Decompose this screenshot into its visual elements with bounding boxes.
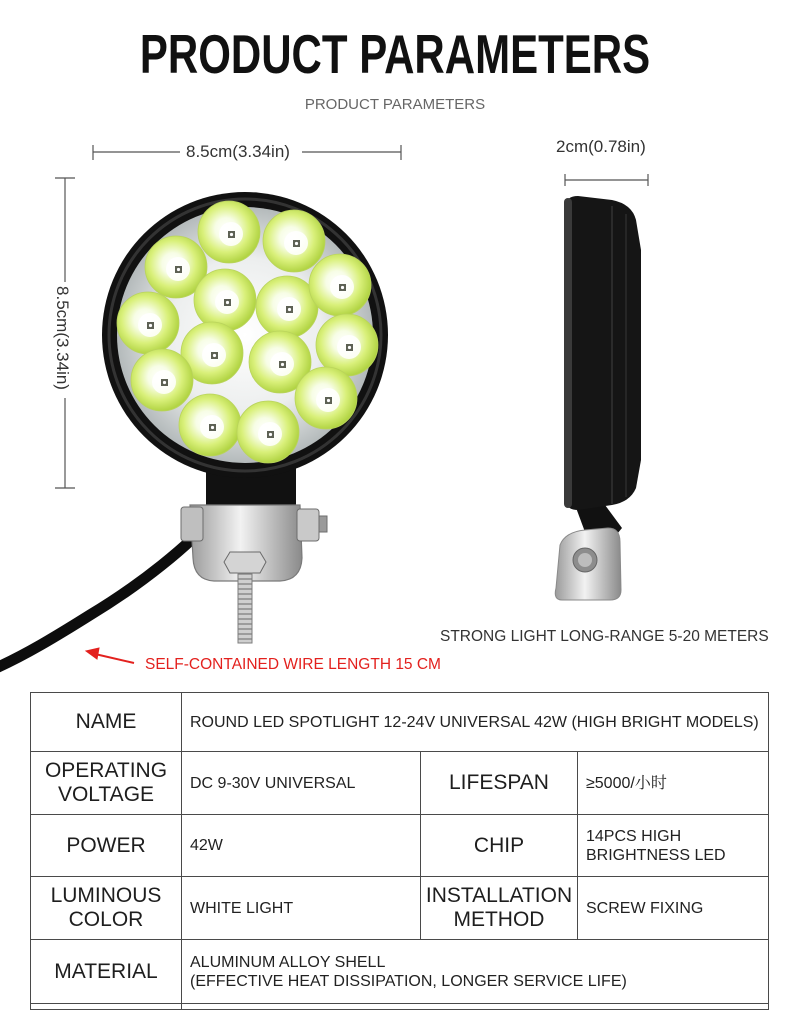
table-row-partial-label bbox=[31, 1004, 182, 1010]
threaded-stud bbox=[238, 573, 252, 643]
installation-method-value: SCREW FIXING bbox=[578, 877, 769, 940]
side-view-lamp bbox=[555, 196, 641, 600]
height-dimension-label: 8.5cm(3.34in) bbox=[53, 286, 72, 390]
side-housing bbox=[566, 196, 641, 510]
left-nut bbox=[181, 507, 203, 541]
chip-value: 14PCS HIGH BRIGHTNESS LED bbox=[578, 815, 769, 877]
page-title: PRODUCT PARAMETERS bbox=[139, 23, 651, 85]
wire-length-note: SELF-CONTAINED WIRE LENGTH 15 CM bbox=[145, 656, 441, 673]
led-lens bbox=[117, 292, 179, 354]
width-dimension-label: 8.5cm(3.34in) bbox=[186, 142, 290, 161]
led-lens bbox=[179, 394, 241, 456]
spec-table bbox=[30, 692, 769, 1010]
operating-voltage-label: OPERATING VOLTAGE bbox=[31, 752, 182, 815]
led-lens bbox=[295, 367, 357, 429]
led-lens bbox=[237, 401, 299, 463]
luminous-color-label: LUMINOUS COLOR bbox=[31, 877, 182, 940]
lifespan-value: ≥5000/小时 bbox=[578, 752, 769, 815]
mounting-bracket bbox=[181, 505, 327, 643]
right-bolt-end bbox=[319, 516, 327, 532]
range-note: STRONG LIGHT LONG-RANGE 5-20 METERS bbox=[440, 628, 769, 645]
material-value: ALUMINUM ALLOY SHELL (EFFECTIVE HEAT DISSIPATION, LONGER SERVICE LIFE) bbox=[182, 940, 769, 1004]
arrow-left-icon bbox=[86, 648, 134, 663]
center-nut bbox=[224, 552, 266, 573]
led-lens bbox=[131, 349, 193, 411]
power-value: 42W bbox=[182, 815, 421, 877]
page-subtitle: PRODUCT PARAMETERS bbox=[304, 96, 486, 113]
led-lens bbox=[198, 201, 260, 263]
depth-dimension-line bbox=[565, 174, 648, 186]
depth-dimension-label: 2cm(0.78in) bbox=[556, 137, 646, 156]
table-row-partial-value bbox=[182, 1004, 769, 1010]
led-lens bbox=[263, 210, 325, 272]
name-value: ROUND LED SPOTLIGHT 12-24V UNIVERSAL 42W (HIGH BRIGHT MODELS) bbox=[182, 693, 769, 752]
operating-voltage-value: DC 9-30V UNIVERSAL bbox=[182, 752, 421, 815]
installation-method-label: INSTALLATION METHOD bbox=[421, 877, 578, 940]
material-label: MATERIAL bbox=[31, 940, 182, 1004]
lifespan-label: LIFESPAN bbox=[421, 752, 578, 815]
front-view-lamp bbox=[0, 192, 388, 668]
chip-label: CHIP bbox=[421, 815, 578, 877]
luminous-color-value: WHITE LIGHT bbox=[182, 877, 421, 940]
bracket-hole-inner bbox=[578, 553, 592, 567]
side-lens-edge bbox=[564, 198, 572, 508]
power-label: POWER bbox=[31, 815, 182, 877]
led-lens bbox=[194, 269, 256, 331]
led-lens bbox=[309, 254, 371, 316]
name-label: NAME bbox=[31, 693, 182, 752]
right-nut bbox=[297, 509, 319, 541]
